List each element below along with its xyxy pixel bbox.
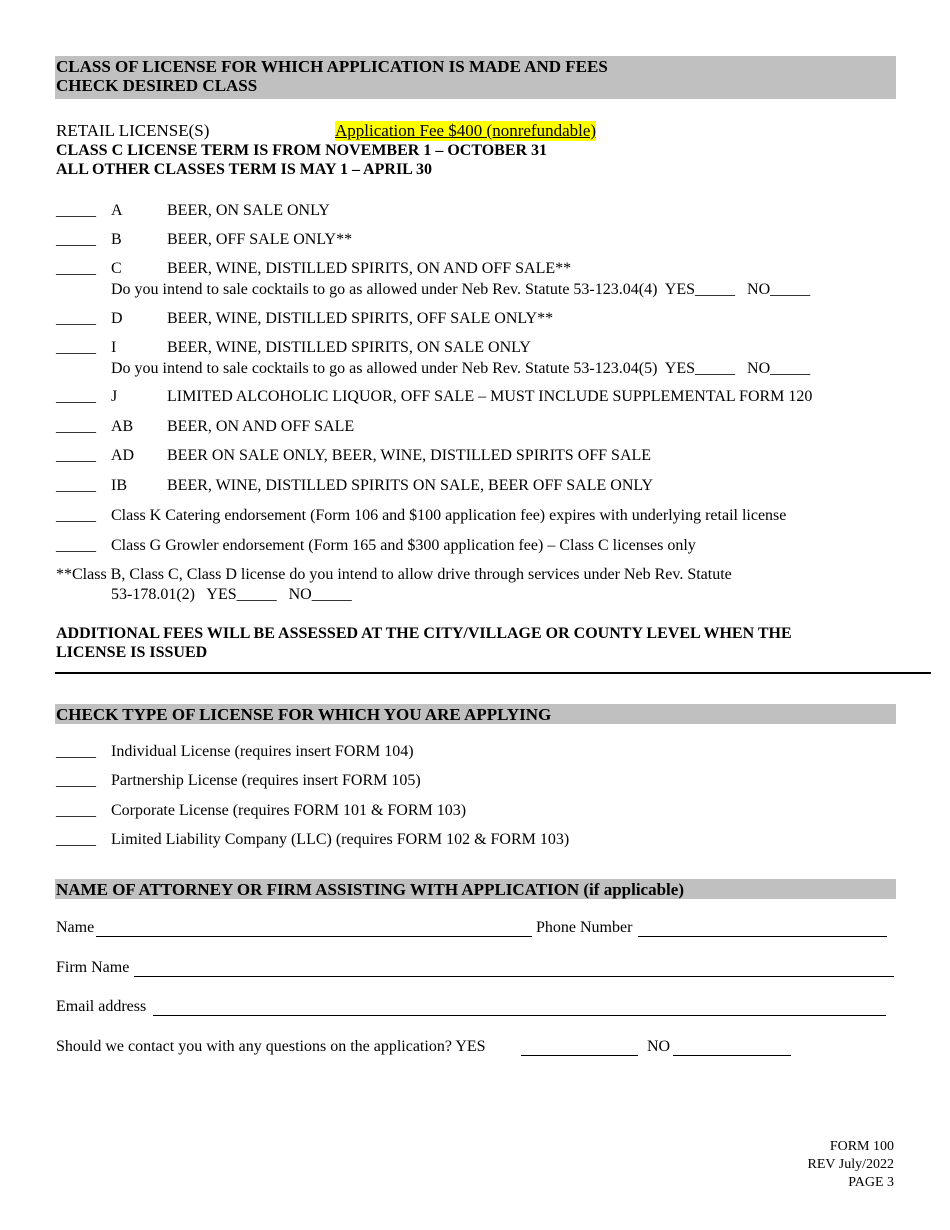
- email-address-label: Email address: [56, 998, 147, 1015]
- license-type-label: Limited Liability Company (LLC) (requires FORM 102 & FORM 103): [111, 831, 570, 848]
- checkbox-blank[interactable]: _____: [56, 310, 96, 327]
- drive-through-question: **Class B, Class C, Class D license do you intend to allow drive through services under Neb Rev. Statute: [56, 566, 732, 583]
- contact-yes-line[interactable]: [521, 1055, 638, 1056]
- class-description: LIMITED ALCOHOLIC LIQUOR, OFF SALE – MUST INCLUDE SUPPLEMENTAL FORM 120: [167, 388, 813, 405]
- drive-through-answer[interactable]: 53-178.01(2) YES_____ NO_____: [111, 586, 352, 603]
- additional-fees-notice-2: LICENSE IS ISSUED: [56, 644, 208, 661]
- endorsement-description: Class K Catering endorsement (Form 106 and $100 application fee) expires with underlying retail license: [111, 507, 787, 524]
- class-code: A: [111, 202, 123, 219]
- section-heading-attorney: NAME OF ATTORNEY OR FIRM ASSISTING WITH APPLICATION (if applicable): [55, 879, 896, 899]
- checkbox-blank[interactable]: _____: [56, 447, 96, 464]
- form-footer: [808, 1138, 894, 1192]
- other-classes-term: ALL OTHER CLASSES TERM IS MAY 1 – APRIL 30: [56, 161, 432, 178]
- section-heading-class-of-license: [55, 56, 896, 99]
- checkbox-blank[interactable]: _____: [56, 507, 96, 524]
- checkbox-blank[interactable]: _____: [56, 418, 96, 435]
- class-code: C: [111, 260, 122, 277]
- class-code: J: [111, 388, 118, 405]
- checkbox-blank[interactable]: _____: [56, 260, 96, 277]
- class-description: BEER, WINE, DISTILLED SPIRITS, ON SALE ONLY: [167, 339, 531, 356]
- endorsement-description: Class G Growler endorsement (Form 165 and $300 application fee) – Class C licenses only: [111, 537, 696, 554]
- section-divider: [55, 672, 931, 674]
- checkbox-blank[interactable]: _____: [56, 537, 96, 554]
- phone-number-line[interactable]: [638, 936, 887, 937]
- checkbox-blank[interactable]: _____: [56, 202, 96, 219]
- page-number: PAGE 3: [848, 1175, 894, 1190]
- attorney-name-line[interactable]: [96, 936, 532, 937]
- class-code: I: [111, 339, 117, 356]
- class-code: B: [111, 231, 122, 248]
- email-address-line[interactable]: [153, 1015, 886, 1016]
- heading-line-1: CLASS OF LICENSE FOR WHICH APPLICATION IS MADE AND FEES: [56, 57, 608, 76]
- class-description: BEER, OFF SALE ONLY**: [167, 231, 353, 248]
- contact-question: Should we contact you with any questions on the application? YES: [56, 1038, 486, 1055]
- class-c-term: CLASS C LICENSE TERM IS FROM NOVEMBER 1 – OCTOBER 31: [56, 142, 548, 159]
- cocktails-to-go-question[interactable]: Do you intend to sale cocktails to go as allowed under Neb Rev. Statute 53-123.04(4) YES_____ NO_____: [111, 281, 811, 298]
- firm-name-line[interactable]: [134, 976, 894, 977]
- contact-no-label: NO: [647, 1038, 671, 1055]
- revision-date: REV July/2022: [807, 1157, 894, 1172]
- checkbox-blank[interactable]: _____: [56, 477, 96, 494]
- checkbox-blank[interactable]: _____: [56, 339, 96, 356]
- class-description: BEER, ON SALE ONLY: [167, 202, 330, 219]
- attorney-name-label: Name: [56, 919, 95, 936]
- class-description: BEER ON SALE ONLY, BEER, WINE, DISTILLED SPIRITS OFF SALE: [167, 447, 652, 464]
- checkbox-blank[interactable]: _____: [56, 831, 96, 848]
- license-type-label: Individual License (requires insert FORM 104): [111, 743, 414, 760]
- class-description: BEER, WINE, DISTILLED SPIRITS ON SALE, BEER OFF SALE ONLY: [167, 477, 654, 494]
- phone-number-label: Phone Number: [536, 919, 633, 936]
- section-heading-license-type: CHECK TYPE OF LICENSE FOR WHICH YOU ARE APPLYING: [55, 704, 896, 724]
- license-type-label: Corporate License (requires FORM 101 & FORM 103): [111, 802, 467, 819]
- checkbox-blank[interactable]: _____: [56, 231, 96, 248]
- heading-line-2: CHECK DESIRED CLASS: [56, 76, 258, 95]
- application-fee-note: Application Fee $400 (nonrefundable): [335, 121, 597, 140]
- contact-no-line[interactable]: [673, 1055, 791, 1056]
- firm-name-label: Firm Name: [56, 959, 130, 976]
- class-code: AD: [111, 447, 135, 464]
- class-code: D: [111, 310, 123, 327]
- class-description: BEER, WINE, DISTILLED SPIRITS, ON AND OFF SALE**: [167, 260, 572, 277]
- retail-license-label: RETAIL LICENSE(S): [56, 121, 210, 140]
- checkbox-blank[interactable]: _____: [56, 802, 96, 819]
- additional-fees-notice-1: ADDITIONAL FEES WILL BE ASSESSED AT THE CITY/VILLAGE OR COUNTY LEVEL WHEN THE: [56, 625, 792, 642]
- class-code: AB: [111, 418, 134, 435]
- form-number: FORM 100: [829, 1139, 894, 1154]
- checkbox-blank[interactable]: _____: [56, 388, 96, 405]
- checkbox-blank[interactable]: _____: [56, 772, 96, 789]
- class-code: IB: [111, 477, 127, 494]
- cocktails-to-go-question[interactable]: Do you intend to sale cocktails to go as allowed under Neb Rev. Statute 53-123.04(5) YES_____ NO_____: [111, 360, 811, 377]
- class-description: BEER, ON AND OFF SALE: [167, 418, 355, 435]
- class-description: BEER, WINE, DISTILLED SPIRITS, OFF SALE ONLY**: [167, 310, 554, 327]
- checkbox-blank[interactable]: _____: [56, 743, 96, 760]
- license-type-label: Partnership License (requires insert FORM 105): [111, 772, 421, 789]
